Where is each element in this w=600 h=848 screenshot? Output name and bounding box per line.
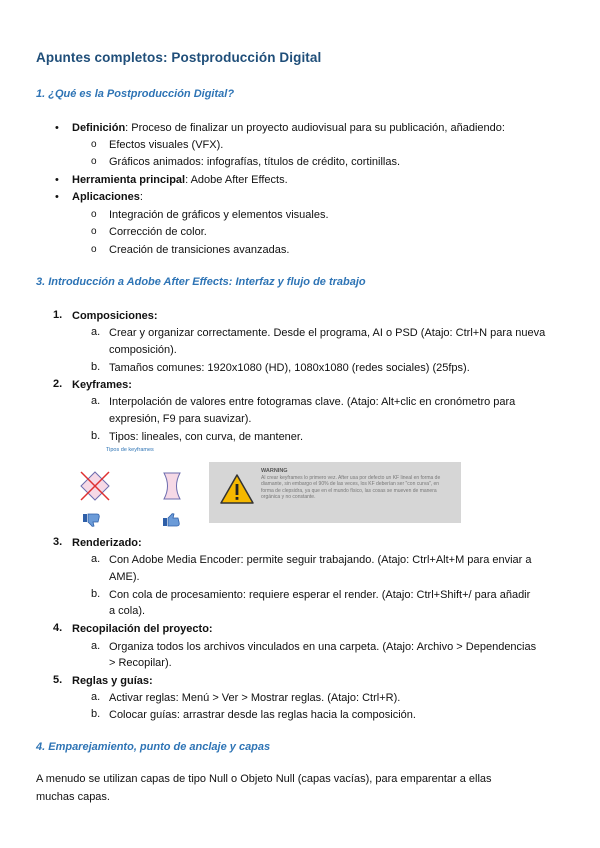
renderizado-title: Renderizado: <box>72 537 142 549</box>
renderizado-b-line2: a cola). <box>109 605 146 617</box>
section4-line2: muchas capas. <box>36 791 110 803</box>
alpha-marker: a. <box>91 691 101 703</box>
reglas-b-line1: Colocar guías: arrastrar desde las reglas hacia la composición. <box>109 709 416 721</box>
bullet-marker: • <box>55 191 59 203</box>
list-number: 1. <box>53 309 63 321</box>
warning-title: WARNING <box>261 468 288 474</box>
sub-list-item: Corrección de color. <box>109 226 207 238</box>
sub-bullet-marker: o <box>91 209 97 220</box>
curve-keyframe-icon <box>161 470 183 502</box>
recopilacion-a-line1: Organiza todos los archivos vinculados en una carpeta. (Atajo: Archivo > Dependencias <box>109 641 537 653</box>
warning-text: Al crear keyframes lo primero vez. After usa por defecto un KF lineal en forma de diamante, sin embargo el 90% de las veces, los KF deberían ser "con curva", en forma de clepsidra, ya que en el mundo físico, las cosas se mueven de manera orgánica y no constante. <box>261 475 441 500</box>
bullet-marker: • <box>55 174 59 186</box>
section4-line1: A menudo se utilizan capas de tipo Null o Objeto Null (capas vacías), para emparentar a ellas <box>36 773 492 785</box>
sub-bullet-marker: o <box>91 139 97 150</box>
list-item <box>72 190 143 205</box>
composiciones-b-line1: Tamaños comunes: 1920x1080 (HD), 1080x1080 (redes sociales) (25fps). <box>109 362 470 374</box>
linear-keyframe-icon <box>78 469 112 503</box>
list-number: 2. <box>53 378 63 390</box>
alpha-marker: a. <box>91 640 101 652</box>
item-text: : <box>139 191 143 203</box>
list-number: 4. <box>53 622 63 634</box>
item-label: Herramienta principal <box>72 174 186 186</box>
composiciones-title: Composiciones: <box>72 310 158 322</box>
alpha-marker: a. <box>91 326 101 338</box>
sub-bullet-marker: o <box>91 156 97 167</box>
reglas-title: Reglas y guías: <box>72 675 153 687</box>
renderizado-a-line2: AME). <box>109 571 140 583</box>
sub-list-item: Creación de transiciones avanzadas. <box>109 244 290 256</box>
keyframes-a-line1: Interpolación de valores entre fotogramas clave. (Atajo: Alt+clic en cronómetro para <box>109 396 516 408</box>
item-text: : Proceso de finalizar un proyecto audiovisual para su publicación, añadiendo: <box>125 122 505 134</box>
list-item <box>72 173 288 188</box>
warning-icon <box>219 473 255 505</box>
keyframes-b-line1: Tipos: lineales, con curva, de mantener. <box>109 431 304 443</box>
list-item <box>72 121 505 136</box>
recopilacion-title: Recopilación del proyecto: <box>72 623 213 635</box>
alpha-marker: b. <box>91 361 101 373</box>
keyframes-a-line2: expresión, F9 para suavizar). <box>109 413 252 425</box>
thumbs-up-icon <box>162 512 182 528</box>
keyframes-caption: Tipos de keyframes <box>106 447 154 453</box>
sub-list-item: Efectos visuales (VFX). <box>109 139 224 151</box>
warning-box <box>209 462 461 523</box>
sub-bullet-marker: o <box>91 226 97 237</box>
alpha-marker: b. <box>91 588 101 600</box>
document-title: Apuntes completos: Postproducción Digital <box>36 50 322 65</box>
item-text: : Adobe After Effects. <box>185 174 288 186</box>
section1-heading: 1. ¿Qué es la Postproducción Digital? <box>36 88 235 100</box>
list-number: 3. <box>53 536 63 548</box>
recopilacion-a-line2: > Recopilar). <box>109 657 172 669</box>
thumbs-down-icon <box>82 512 102 528</box>
section3-heading: 3. Introducción a Adobe After Effects: Interfaz y flujo de trabajo <box>36 276 366 288</box>
item-label: Aplicaciones <box>72 191 140 203</box>
alpha-marker: b. <box>91 430 101 442</box>
alpha-marker: a. <box>91 395 101 407</box>
sub-list-item: Integración de gráficos y elementos visuales. <box>109 209 329 221</box>
renderizado-a-line1: Con Adobe Media Encoder: permite seguir trabajando. (Atajo: Ctrl+Alt+M para enviar a <box>109 554 532 566</box>
section4-heading: 4. Emparejamiento, punto de anclaje y capas <box>36 741 271 753</box>
alpha-marker: b. <box>91 708 101 720</box>
alpha-marker: a. <box>91 553 101 565</box>
item-label: Definición <box>72 122 126 134</box>
composiciones-a-line1: Crear y organizar correctamente. Desde el programa, AI o PSD (Atajo: Ctrl+N para nueva <box>109 327 546 339</box>
sub-list-item: Gráficos animados: infografías, títulos de crédito, cortinillas. <box>109 156 401 168</box>
renderizado-b-line1: Con cola de procesamiento: requiere esperar el render. (Atajo: Ctrl+Shift+/ para añadir <box>109 589 531 601</box>
composiciones-a-line2: composición). <box>109 344 177 356</box>
list-number: 5. <box>53 674 63 686</box>
keyframes-title: Keyframes: <box>72 379 132 391</box>
reglas-a-line1: Activar reglas: Menú > Ver > Mostrar reglas. (Atajo: Ctrl+R). <box>109 692 401 704</box>
sub-bullet-marker: o <box>91 244 97 255</box>
bullet-marker: • <box>55 122 59 134</box>
